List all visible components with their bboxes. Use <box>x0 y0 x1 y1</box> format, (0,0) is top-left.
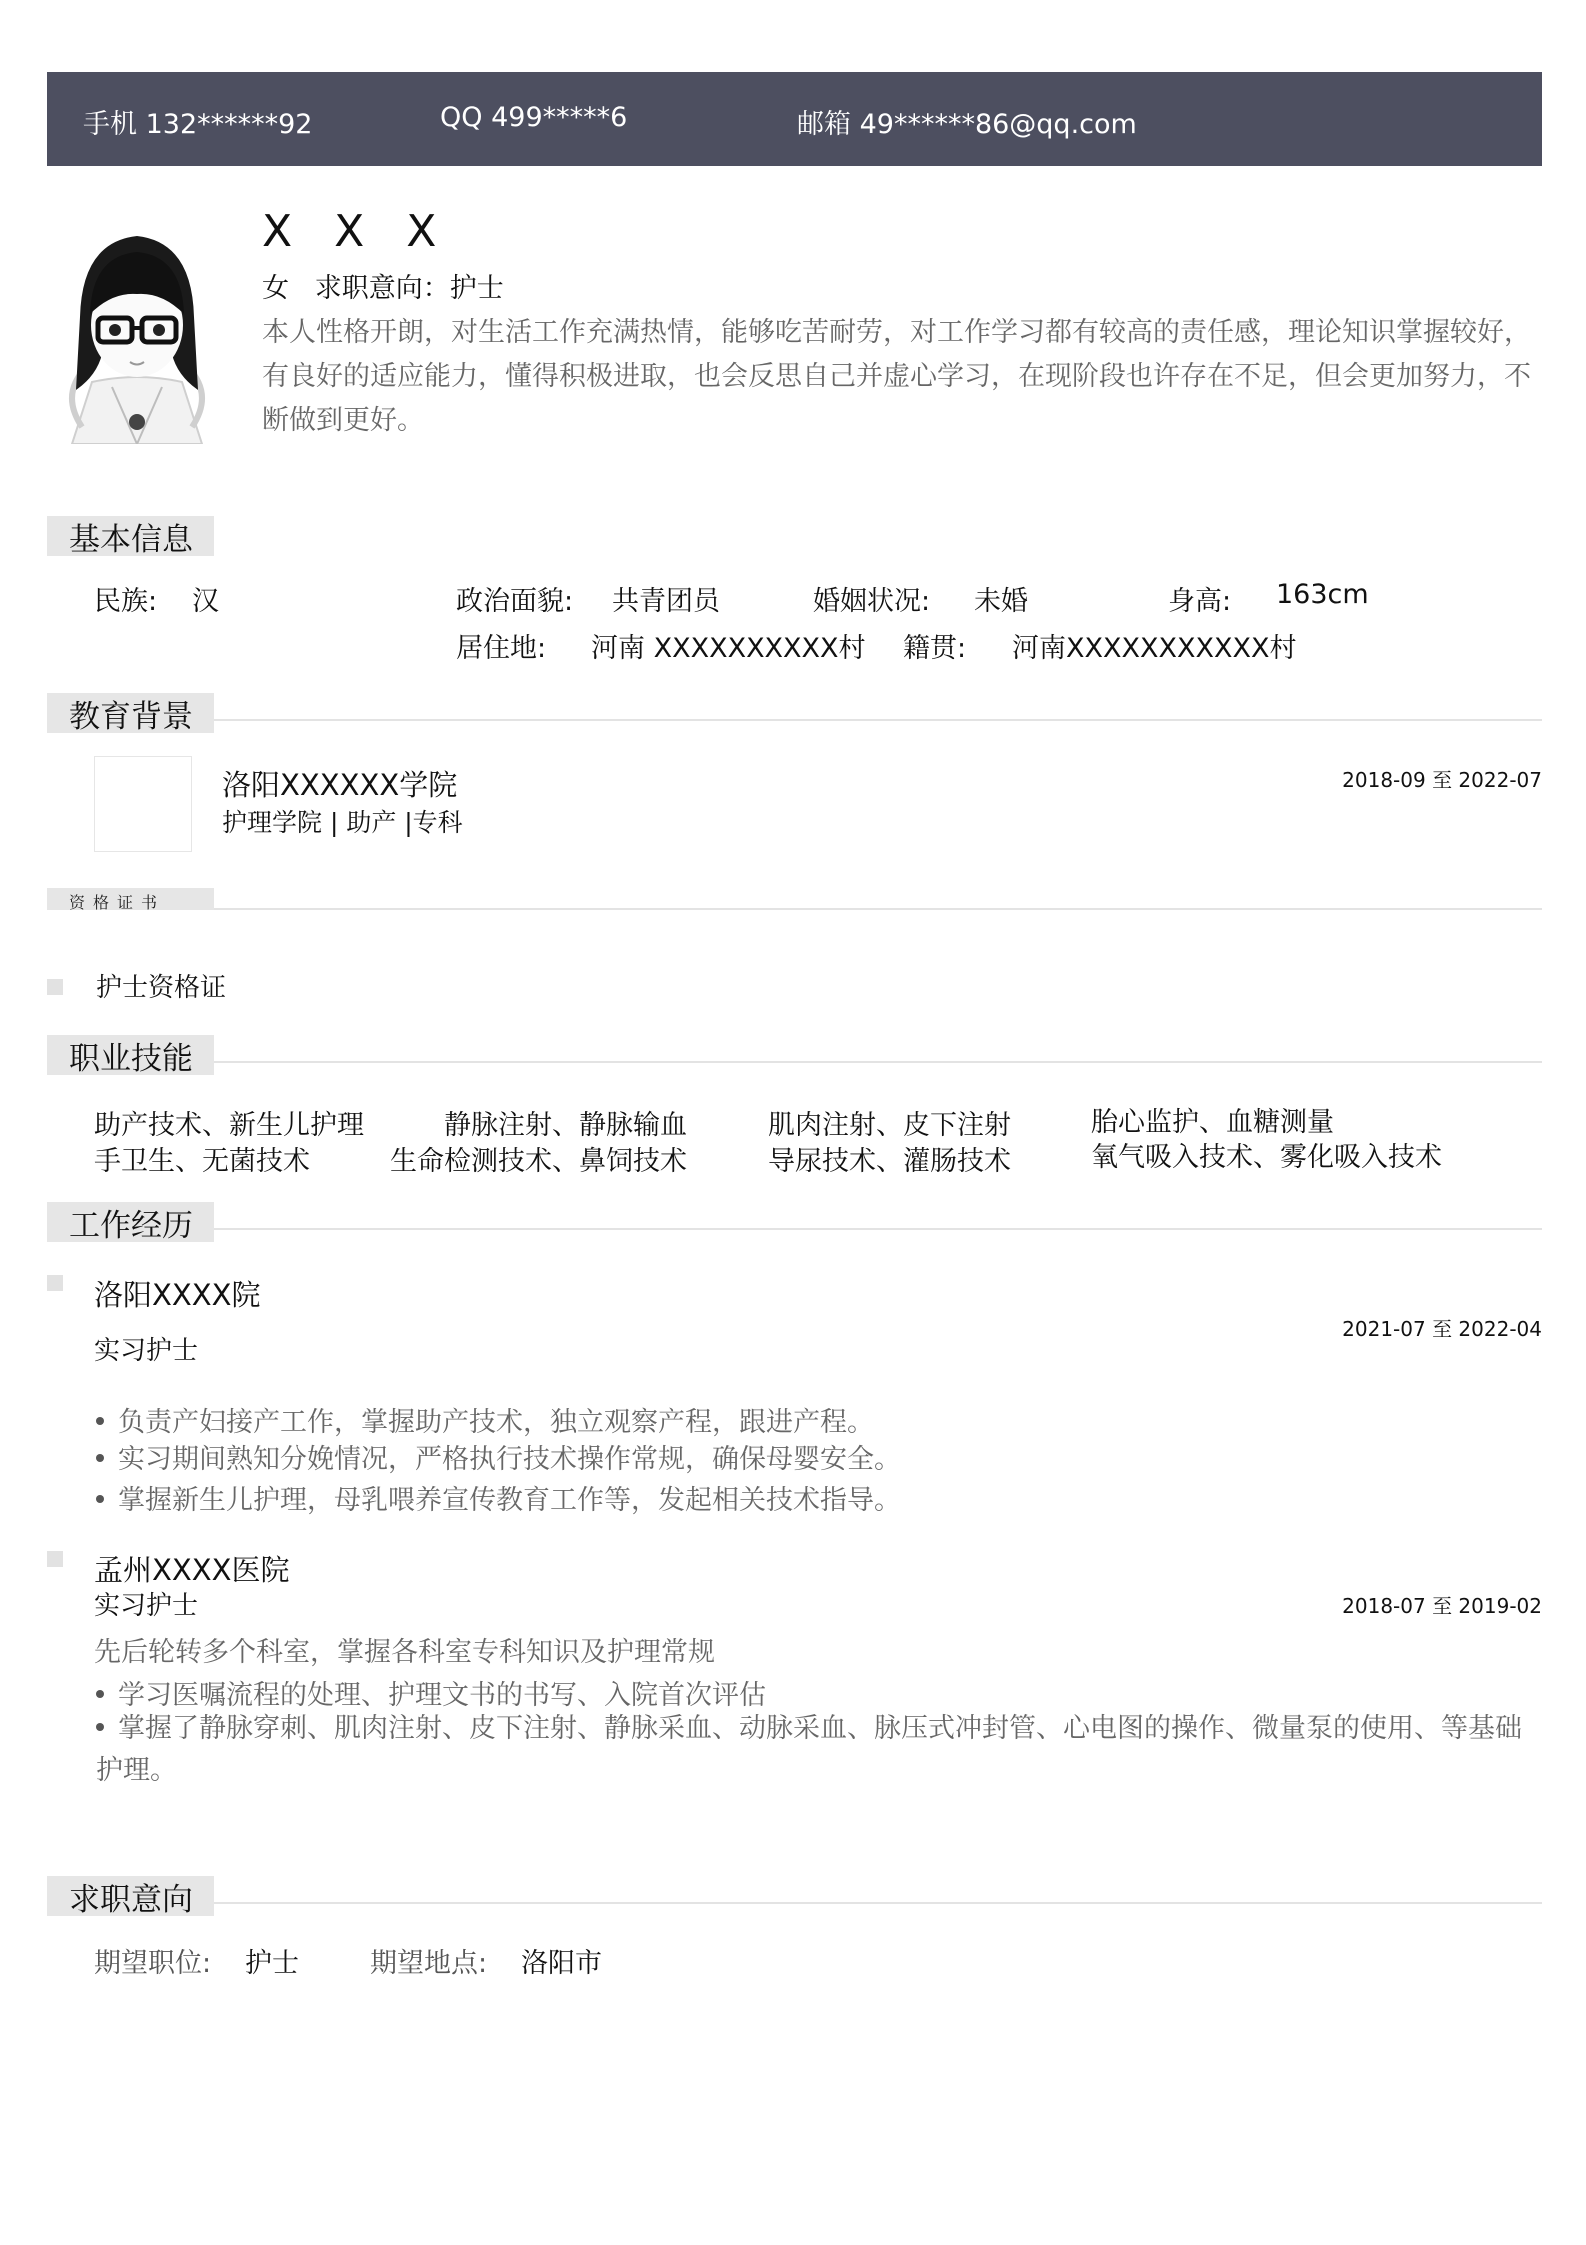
school-logo <box>94 756 192 852</box>
work-bullet: 负责产妇接产工作，掌握助产技术，独立观察产程，跟进产程。 <box>96 1400 874 1439</box>
work-role: 实习护士 <box>94 1591 199 1621</box>
section-basic-info <box>47 516 1542 556</box>
skill-item: 静脉注射、静脉输血 <box>444 1110 687 1141</box>
position-value: 护士 <box>245 1948 299 1979</box>
political-label: 政治面貌: <box>456 586 574 617</box>
section-job-intent <box>47 1876 1542 1916</box>
work-date: 2021-07 至 2022-04 <box>1342 1317 1542 1341</box>
origin-label: 籍贯: <box>903 633 967 664</box>
list-marker <box>47 979 63 995</box>
residence-value: 河南 XXXXXXXXXX村 <box>591 633 866 664</box>
skill-item: 肌肉注射、皮下注射 <box>768 1110 1011 1141</box>
list-marker <box>47 1551 63 1567</box>
location-label: 期望地点: <box>370 1948 488 1979</box>
section-certificates <box>47 888 1542 910</box>
origin-value: 河南XXXXXXXXXXX村 <box>1012 633 1297 664</box>
list-marker <box>47 1275 63 1291</box>
skill-item: 氧气吸入技术、雾化吸入技术 <box>1091 1142 1442 1173</box>
section-title: 求职意向 <box>69 1882 193 1918</box>
skill-item: 生命检测技术、鼻饲技术 <box>390 1146 687 1177</box>
section-education <box>47 693 1542 733</box>
position-label: 期望职位: <box>94 1948 212 1979</box>
ethnicity-label: 民族: <box>94 586 158 617</box>
certificate-item: 护士资格证 <box>96 973 227 1003</box>
work-intro: 先后轮转多个科室，掌握各科室专科知识及护理常规 <box>94 1637 715 1668</box>
contact-qq: QQ 499*****6 <box>440 102 628 133</box>
marital-label: 婚姻状况: <box>813 586 931 617</box>
work-role: 实习护士 <box>94 1336 199 1366</box>
work-bullet: 学习医嘱流程的处理、护理文书的书写、入院首次评估 <box>96 1673 766 1712</box>
school-name: 洛阳XXXXXX学院 <box>222 768 458 802</box>
skill-item: 助产技术、新生儿护理 <box>94 1110 364 1141</box>
school-detail: 护理学院 | 助产 |专科 <box>222 808 463 837</box>
skill-item: 胎心监护、血糖测量 <box>1091 1107 1334 1138</box>
gender: 女 <box>262 273 289 304</box>
contact-bar <box>47 72 1542 166</box>
candidate-name: X X X <box>262 206 451 257</box>
section-work <box>47 1202 1542 1242</box>
ethnicity-value: 汉 <box>192 586 219 617</box>
contact-phone: 手机 132******92 <box>83 109 313 140</box>
location-value: 洛阳市 <box>521 1948 602 1979</box>
headline-intent: 求职意向：护士 <box>314 273 504 304</box>
section-skills <box>47 1035 1542 1075</box>
contact-email: 邮箱 49******86@qq.com <box>797 109 1137 140</box>
marital-value: 未婚 <box>974 586 1028 617</box>
section-title: 基本信息 <box>69 522 193 558</box>
section-title: 教育背景 <box>69 699 193 735</box>
work-org: 孟州XXXX医院 <box>94 1553 290 1587</box>
section-title: 资格证书 <box>69 893 166 912</box>
skill-item: 导尿技术、灌肠技术 <box>768 1146 1011 1177</box>
self-summary: 本人性格开朗，对生活工作充满热情，能够吃苦耐劳，对工作学习都有较高的责任感，理论知识掌握较好，有良好的适应能力，懂得积极进取，也会反思自己并虚心学习，在现阶段也许存在不足，但会更加努力，不断做到更好。 <box>262 317 1531 436</box>
headline <box>262 266 504 305</box>
section-title: 工作经历 <box>69 1208 193 1244</box>
work-bullet: 掌握新生儿护理，母乳喂养宣传教育工作等，发起相关技术指导。 <box>96 1478 901 1517</box>
political-value: 共青团员 <box>612 586 720 617</box>
work-org: 洛阳XXXX院 <box>94 1278 261 1312</box>
residence-label: 居住地: <box>456 633 547 664</box>
section-title: 职业技能 <box>69 1041 193 1077</box>
skill-item: 手卫生、无菌技术 <box>94 1146 310 1177</box>
work-bullet: 实习期间熟知分娩情况，严格执行技术操作常规，确保母婴安全。 <box>96 1437 901 1476</box>
work-bullet: 掌握了静脉穿刺、肌肉注射、皮下注射、静脉采血、动脉采血、脉压式冲封管、心电图的操作、微量泵的使用、等基础护理。 <box>96 1713 1522 1786</box>
height-label: 身高: <box>1168 586 1232 617</box>
height-value: 163cm <box>1276 579 1369 610</box>
avatar <box>52 222 222 444</box>
education-date: 2018-09 至 2022-07 <box>1342 768 1542 792</box>
work-date: 2018-07 至 2019-02 <box>1342 1594 1542 1618</box>
